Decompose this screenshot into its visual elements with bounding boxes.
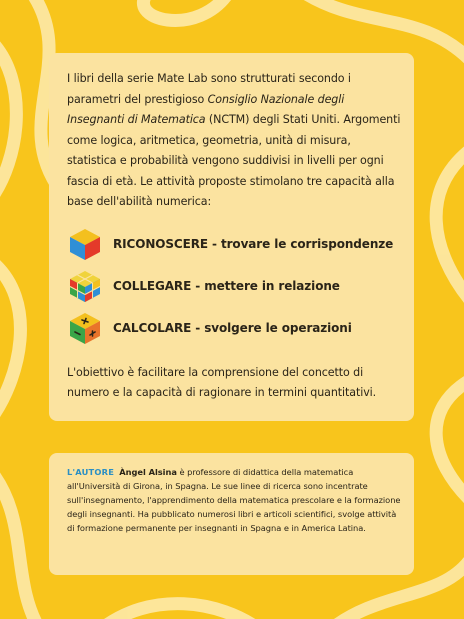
main-description-panel bbox=[49, 53, 414, 421]
skill-item-collegare bbox=[67, 265, 402, 307]
intro-text-start: I libri della serie Mate Lab sono strutturati secondo i parametri del prestigioso bbox=[67, 72, 351, 106]
author-name: Àngel Alsina bbox=[119, 467, 177, 477]
intro-text-emphasis: Consiglio Nazionale degli Insegnanti di Matematica bbox=[67, 92, 345, 126]
intro-paragraph bbox=[67, 69, 402, 213]
skill-list bbox=[67, 223, 402, 349]
skill-label: COLLEGARE - mettere in relazione bbox=[113, 278, 340, 293]
skill-item-calcolare bbox=[67, 307, 402, 349]
author-bio-paragraph bbox=[67, 465, 402, 535]
colored-cube-icon bbox=[67, 226, 103, 262]
math-symbols-cube-icon bbox=[67, 310, 103, 346]
author-section-label: L'AUTORE bbox=[67, 467, 115, 477]
skill-label: RICONOSCERE - trovare le corrispondenze bbox=[113, 236, 394, 251]
closing-paragraph: L'obiettivo è facilitare la comprensione del concetto di numero e la capacità di ragionare in termini quantitativi. bbox=[67, 365, 377, 399]
rubik-cube-icon bbox=[67, 268, 103, 304]
skill-label: CALCOLARE - svolgere le operazioni bbox=[113, 320, 352, 335]
skill-item-riconoscere bbox=[67, 223, 402, 265]
intro-text-end: (NCTM) degli Stati Uniti. Argomenti come logica, aritmetica, geometria, unità di misura, statistica e probabilità vengono suddivisi in livelli per ogni fascia di età. Le attività proposte stimolano tre capacità alla base dell'abilità numerica: bbox=[67, 113, 401, 208]
author-bio: è professore di didattica della matematica all'Università di Girona, in Spagna. Le sue linee di ricerca sono incentrate sull'insegnamento, l'apprendimento della matematica prescolare e la formazione degli insegnanti. Ha pubblicato numerosi libri e articoli scientifici, svolge attività di formazione permanente per insegnanti in Spagna e in America Latina. bbox=[67, 467, 401, 534]
author-panel bbox=[49, 453, 414, 575]
